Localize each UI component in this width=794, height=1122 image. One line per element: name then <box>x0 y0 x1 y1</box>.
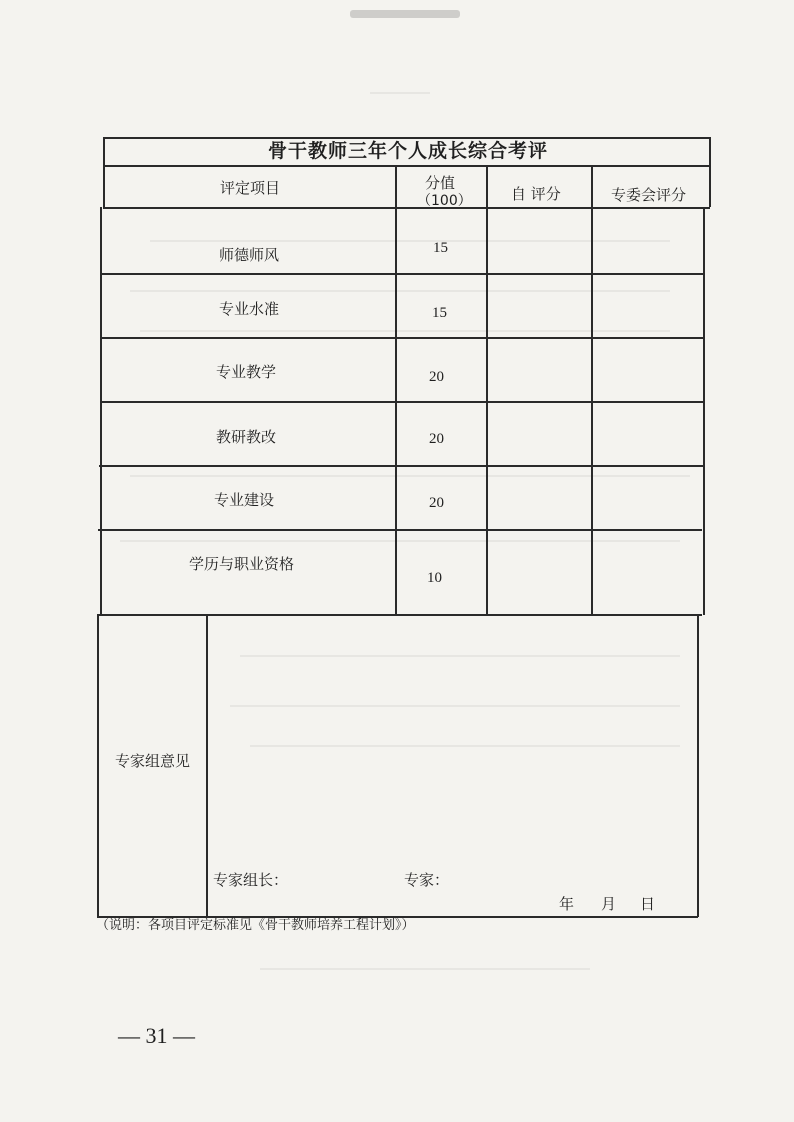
left-border-upper <box>103 137 105 207</box>
item-name: 教研教改 <box>216 428 277 446</box>
date-day-label: 日 <box>640 895 656 913</box>
expert-leader-label: 专家组长： <box>213 871 289 889</box>
header-item: 评定项目 <box>220 179 281 197</box>
form-title: 骨干教师三年个人成长综合考评 <box>267 140 548 162</box>
column-divider-committee <box>591 165 593 615</box>
item-name: 师德师风 <box>219 246 280 264</box>
header-row-border <box>103 207 710 209</box>
item-score: 15 <box>433 240 448 256</box>
item-name: 学历与职业资格 <box>189 555 295 573</box>
table-top-border <box>103 137 710 139</box>
date-month-label: 月 <box>601 895 617 913</box>
row-divider <box>100 401 704 403</box>
opinion-left-border <box>97 614 99 917</box>
bleed-through-line <box>240 655 680 657</box>
row-divider <box>98 529 702 531</box>
row-divider <box>99 465 703 467</box>
bleed-through-line <box>120 540 680 542</box>
header-score: 分值 <box>425 174 456 192</box>
item-score: 10 <box>427 570 442 586</box>
bleed-through-line <box>130 290 670 292</box>
column-divider-score <box>395 165 397 615</box>
scan-mark <box>350 10 460 18</box>
item-score: 20 <box>429 431 444 447</box>
bleed-through-line <box>260 968 590 970</box>
title-row-border <box>103 165 710 167</box>
item-score: 15 <box>432 305 447 321</box>
item-name: 专业水准 <box>219 300 280 318</box>
item-name: 专业教学 <box>216 363 277 381</box>
bleed-through-line <box>230 705 680 707</box>
footnote: （说明：各项目评定标准见《骨干教师培养工程计划》） <box>96 918 415 933</box>
row-divider <box>100 337 704 339</box>
column-divider-self <box>486 165 488 615</box>
bleed-through-line <box>250 745 680 747</box>
date-year-label: 年 <box>559 895 575 913</box>
opinion-right-border <box>697 614 699 917</box>
item-score: 20 <box>429 369 444 385</box>
right-border <box>703 207 705 615</box>
item-score: 20 <box>429 495 444 511</box>
header-self-score: 自 评分 <box>511 185 561 203</box>
row-divider <box>100 273 704 275</box>
header-committee-score: 专委会评分 <box>611 186 687 204</box>
header-score-total: （100） <box>417 193 472 209</box>
row-divider <box>97 614 702 616</box>
opinion-divider <box>206 614 208 917</box>
bleed-through-line <box>370 92 430 94</box>
expert-label: 专家： <box>404 871 450 889</box>
expert-opinion-label: 专家组意见 <box>115 752 191 770</box>
item-name: 专业建设 <box>214 491 275 509</box>
bleed-through-line <box>130 475 690 477</box>
page-number: — 31 — <box>118 1023 195 1048</box>
right-border-upper <box>709 137 711 207</box>
left-border <box>100 207 102 615</box>
